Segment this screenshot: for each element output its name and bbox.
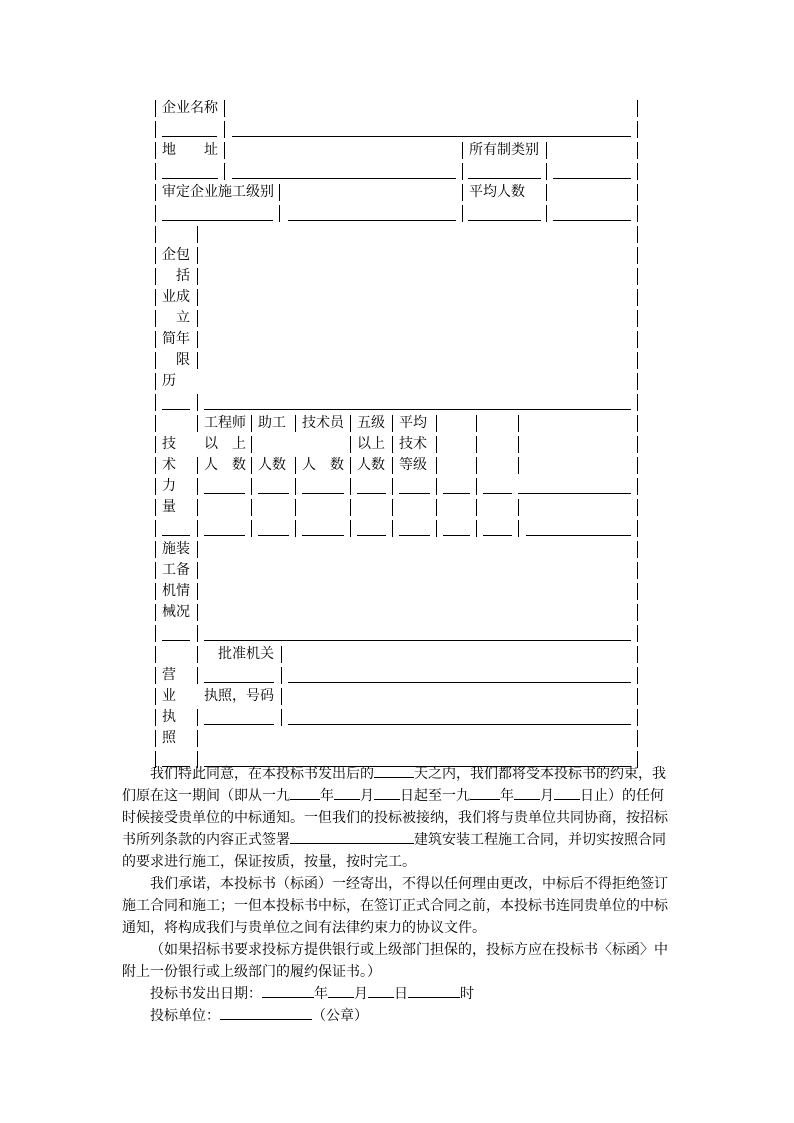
cell-border <box>197 730 198 747</box>
form-row <box>0 98 794 119</box>
p1-a: 我们特此同意，在本投标书发出后的 <box>150 766 374 782</box>
field-label: 技术员 <box>302 415 344 431</box>
form-row <box>0 476 794 497</box>
field-label: 批准机关 <box>218 646 274 662</box>
cell-border <box>197 625 198 642</box>
form-row <box>0 287 794 308</box>
field-label: 术 <box>162 457 176 473</box>
days-blank[interactable] <box>374 763 414 778</box>
cell-border <box>546 205 547 222</box>
cell-border <box>155 478 156 495</box>
field-label: 地 址 <box>162 142 218 158</box>
cell-border <box>476 478 477 495</box>
cell-border <box>637 226 638 243</box>
cell-border <box>155 226 156 243</box>
fill-in-blank[interactable] <box>204 493 245 494</box>
cell-border <box>155 562 156 579</box>
unit-name-blank[interactable] <box>220 1005 312 1020</box>
cell-border <box>155 499 156 516</box>
date-year-label: 年 <box>314 986 328 1002</box>
cell-border <box>155 184 156 201</box>
cell-border <box>637 100 638 117</box>
form-row <box>0 266 794 287</box>
date-year-blank[interactable] <box>262 983 314 998</box>
cell-border <box>155 247 156 264</box>
fill-in-blank[interactable] <box>553 178 631 179</box>
fill-in-blank[interactable] <box>399 535 430 536</box>
p1-b: 天之内，我们都将受本投标书的约束，我们原在这一期间（即从一九 <box>122 766 666 804</box>
cell-border <box>518 436 519 453</box>
cell-border <box>197 604 198 621</box>
date-day-label: 日 <box>394 986 408 1002</box>
fill-in-blank[interactable] <box>357 535 386 536</box>
field-label: 括 <box>176 268 190 284</box>
fill-in-blank[interactable] <box>204 535 245 536</box>
field-label: 限 <box>176 352 190 368</box>
cell-border <box>637 688 638 705</box>
field-label: 所有制类别 <box>469 142 539 158</box>
p1-i: 建筑安装工程施工合同，并切实按照合同的要求进行施工，保证按质，按量，按时完工。 <box>122 832 666 870</box>
start-year-blank[interactable] <box>290 785 320 800</box>
cell-border <box>197 310 198 327</box>
cell-border <box>155 646 156 663</box>
field-label: 力 <box>162 478 176 494</box>
date-day-blank[interactable] <box>368 983 394 998</box>
cell-border <box>637 121 638 138</box>
date-month-label: 月 <box>354 986 368 1002</box>
cell-border <box>436 457 437 474</box>
form-row <box>0 623 794 644</box>
field-label: 执照，号码 <box>204 688 274 704</box>
fill-in-blank[interactable] <box>302 535 344 536</box>
form-row <box>0 602 794 623</box>
field-label: 业成 <box>162 289 190 305</box>
form-row <box>0 392 794 413</box>
cell-border <box>251 520 252 537</box>
fill-in-blank[interactable] <box>443 535 470 536</box>
cell-border <box>637 520 638 537</box>
form-row <box>0 518 794 539</box>
cell-border <box>637 163 638 180</box>
form-row <box>0 203 794 224</box>
cell-border <box>637 205 638 222</box>
form-row <box>0 560 794 581</box>
field-label: 机情 <box>162 583 190 599</box>
cell-border <box>251 499 252 516</box>
cell-border <box>197 520 198 537</box>
fill-in-blank[interactable] <box>518 493 631 494</box>
cell-border <box>637 352 638 369</box>
cell-border <box>197 499 198 516</box>
fill-in-blank[interactable] <box>399 493 430 494</box>
cell-border <box>155 100 156 117</box>
cell-border <box>546 163 547 180</box>
cell-border <box>392 478 393 495</box>
form-row <box>0 539 794 560</box>
cell-border <box>392 520 393 537</box>
field-label: 五级 <box>357 415 385 431</box>
field-label: 械况 <box>162 604 190 620</box>
cell-border <box>546 142 547 159</box>
cell-border <box>155 625 156 642</box>
form-row <box>0 686 794 707</box>
cell-border <box>637 289 638 306</box>
cell-border <box>637 667 638 684</box>
cell-border <box>197 646 198 663</box>
fill-in-blank[interactable] <box>483 535 512 536</box>
cell-border <box>436 499 437 516</box>
field-label: 审定企业施工级别 <box>162 184 274 200</box>
cell-border <box>197 289 198 306</box>
cell-border <box>281 688 282 705</box>
cell-border <box>155 688 156 705</box>
cell-border <box>155 520 156 537</box>
cell-border <box>392 499 393 516</box>
cell-border <box>155 457 156 474</box>
fill-in-blank[interactable] <box>162 535 190 536</box>
cell-border <box>436 436 437 453</box>
cell-border <box>637 436 638 453</box>
cell-border <box>197 268 198 285</box>
cell-border <box>518 520 519 537</box>
tender-body-text <box>122 763 674 1027</box>
cell-border <box>197 583 198 600</box>
cell-border <box>155 583 156 600</box>
form-row <box>0 497 794 518</box>
cell-border <box>637 646 638 663</box>
cell-border <box>462 142 463 159</box>
fill-in-blank[interactable] <box>468 178 541 179</box>
field-label: 工备 <box>162 562 190 578</box>
fill-in-blank[interactable] <box>258 493 289 494</box>
form-row <box>0 161 794 182</box>
date-hour-label: 时 <box>460 986 474 1002</box>
start-day-blank[interactable] <box>374 785 400 800</box>
cell-border <box>155 394 156 411</box>
field-label: 以 上 <box>204 436 246 452</box>
form-row <box>0 434 794 455</box>
form-row <box>0 140 794 161</box>
fill-in-blank[interactable] <box>553 220 631 221</box>
cell-border <box>350 520 351 537</box>
cell-border <box>251 415 252 432</box>
cell-border <box>637 310 638 327</box>
cell-border <box>155 352 156 369</box>
field-label: 企业名称 <box>162 100 218 116</box>
form-row <box>0 413 794 434</box>
field-label: 平均 <box>399 415 427 431</box>
cell-border <box>518 499 519 516</box>
cell-border <box>637 499 638 516</box>
cell-border <box>155 121 156 138</box>
fill-in-blank[interactable] <box>162 220 273 221</box>
form-row <box>0 350 794 371</box>
cell-border <box>637 625 638 642</box>
cell-border <box>637 268 638 285</box>
cell-border <box>637 373 638 390</box>
form-row <box>0 182 794 203</box>
form-row <box>0 665 794 686</box>
field-label: 企包 <box>162 247 190 263</box>
fill-in-blank[interactable] <box>232 136 631 137</box>
fill-in-blank[interactable] <box>526 535 631 536</box>
form-row <box>0 728 794 749</box>
cell-border <box>436 478 437 495</box>
cell-border <box>155 373 156 390</box>
cell-border <box>197 667 198 684</box>
p1-c: 年 <box>320 788 334 804</box>
field-label: 历 <box>162 373 176 389</box>
cell-border <box>637 541 638 558</box>
cell-border <box>637 457 638 474</box>
fill-in-blank[interactable] <box>258 535 289 536</box>
cell-border <box>155 310 156 327</box>
cell-border <box>155 415 156 432</box>
cell-border <box>155 541 156 558</box>
field-label: 人 数 <box>204 457 246 473</box>
fill-in-blank[interactable] <box>357 493 386 494</box>
cell-border <box>476 436 477 453</box>
commitment-paragraph: 我们承诺，本投标书（标函）一经寄出，不得以任何理由更改，中标后不得拒绝签订施工合同和施工；一但本投标书中标，在签订正式合同之前，本投标书连同贵单位的中标通知，将构成我们与贵单位之间有法律约束力的协议文件。 <box>122 876 668 936</box>
fill-in-blank[interactable] <box>204 724 274 725</box>
form-row <box>0 119 794 140</box>
cell-border <box>281 667 282 684</box>
bidder-unit-line <box>122 1005 674 1027</box>
cell-border <box>295 415 296 432</box>
cell-border <box>155 205 156 222</box>
guarantee-paragraph: （如果招标书要求投标方提供银行或上级部门担保的，投标方应在投标书〈标函〉中附上一份银行或上级部门的履约保证书。） <box>122 942 668 980</box>
cell-border <box>197 478 198 495</box>
field-label: 人数 <box>357 457 385 473</box>
p1-e: 日起至一九 <box>400 788 470 804</box>
cell-border <box>281 646 282 663</box>
fill-in-blank[interactable] <box>162 640 190 641</box>
cell-border <box>281 709 282 726</box>
fill-in-blank[interactable] <box>288 724 631 725</box>
cell-border <box>155 289 156 306</box>
cell-border <box>476 520 477 537</box>
cell-border <box>637 184 638 201</box>
fill-in-blank[interactable] <box>288 682 631 683</box>
seal-label: （公章） <box>312 1008 368 1024</box>
cell-border <box>637 730 638 747</box>
field-label: 照 <box>162 730 176 746</box>
cell-border <box>637 709 638 726</box>
cell-border <box>295 457 296 474</box>
p1-g: 月 <box>540 788 554 804</box>
field-label: 技术 <box>399 436 427 452</box>
field-label: 业 <box>162 688 176 704</box>
end-year-blank[interactable] <box>470 785 500 800</box>
cell-border <box>251 478 252 495</box>
form-row <box>0 707 794 728</box>
cell-border <box>197 226 198 243</box>
cell-border <box>392 457 393 474</box>
fill-in-blank[interactable] <box>162 178 218 179</box>
cell-border <box>279 205 280 222</box>
cell-border <box>436 520 437 537</box>
date-month-blank[interactable] <box>328 983 354 998</box>
cell-border <box>350 436 351 453</box>
fill-in-blank[interactable] <box>302 493 344 494</box>
field-label: 量 <box>162 499 176 515</box>
cell-border <box>462 205 463 222</box>
field-label: 立 <box>176 310 190 326</box>
cell-border <box>295 499 296 516</box>
cell-border <box>295 520 296 537</box>
cell-border <box>462 163 463 180</box>
cell-border <box>155 268 156 285</box>
fill-in-blank[interactable] <box>288 220 456 221</box>
field-label: 平均人数 <box>469 184 525 200</box>
cell-border <box>637 394 638 411</box>
field-label: 等级 <box>399 457 427 473</box>
cell-border <box>637 415 638 432</box>
field-label: 人 数 <box>302 457 344 473</box>
cell-border <box>350 478 351 495</box>
form-row <box>0 371 794 392</box>
cell-border <box>637 142 638 159</box>
cell-border <box>637 331 638 348</box>
form-row <box>0 581 794 602</box>
cell-border <box>251 436 252 453</box>
field-label: 执 <box>162 709 176 725</box>
cell-border <box>155 709 156 726</box>
fill-in-blank[interactable] <box>162 409 190 410</box>
fill-in-blank[interactable] <box>204 409 631 410</box>
cell-border <box>476 499 477 516</box>
field-label: 施装 <box>162 541 190 557</box>
fill-in-blank[interactable] <box>162 136 217 137</box>
fill-in-blank[interactable] <box>443 493 470 494</box>
cell-border <box>224 100 225 117</box>
cell-border <box>197 709 198 726</box>
issue-date-line <box>122 983 674 1005</box>
end-day-blank[interactable] <box>554 785 580 800</box>
fill-in-blank[interactable] <box>468 220 541 221</box>
cell-border <box>197 541 198 558</box>
form-row <box>0 245 794 266</box>
cell-border <box>518 415 519 432</box>
cell-border <box>637 562 638 579</box>
form-row <box>0 308 794 329</box>
form-row <box>0 329 794 350</box>
cell-border <box>637 247 638 264</box>
field-label: 简年 <box>162 331 190 347</box>
start-month-blank[interactable] <box>334 785 360 800</box>
cell-border <box>637 604 638 621</box>
cell-border <box>197 247 198 264</box>
fill-in-blank[interactable] <box>204 682 274 683</box>
p1-h: 日止）的任何时候接受贵单位的中标通知。一但我们的投标被接纳，我们将与贵单位共同协商，按招标书所列条款的内容正式签署 <box>122 788 668 848</box>
fill-in-blank[interactable] <box>483 493 512 494</box>
form-row <box>0 455 794 476</box>
cell-border <box>224 121 225 138</box>
cell-border <box>197 562 198 579</box>
cell-border <box>436 415 437 432</box>
cell-border <box>197 352 198 369</box>
unit-label: 投标单位： <box>150 1008 220 1024</box>
cell-border <box>637 583 638 600</box>
field-label: 以上 <box>357 436 385 452</box>
cell-border <box>279 184 280 201</box>
cell-border <box>224 142 225 159</box>
cell-border <box>155 730 156 747</box>
cell-border <box>197 331 198 348</box>
cell-border <box>155 667 156 684</box>
cell-border <box>224 163 225 180</box>
cell-border <box>197 394 198 411</box>
cell-border <box>637 478 638 495</box>
date-hour-blank[interactable] <box>408 983 460 998</box>
field-label: 助工 <box>258 415 286 431</box>
cell-border <box>476 457 477 474</box>
cell-border <box>155 331 156 348</box>
agreement-paragraph <box>122 763 674 873</box>
cell-border <box>295 478 296 495</box>
cell-border <box>155 163 156 180</box>
cell-border <box>392 415 393 432</box>
cell-border <box>197 457 198 474</box>
fill-in-blank[interactable] <box>204 640 631 641</box>
fill-in-blank[interactable] <box>232 178 456 179</box>
cell-border <box>546 184 547 201</box>
cell-border <box>251 457 252 474</box>
cell-border <box>350 499 351 516</box>
form-row <box>0 224 794 245</box>
field-label: 营 <box>162 667 176 683</box>
field-label: 人数 <box>258 457 286 473</box>
cell-border <box>155 436 156 453</box>
cell-border <box>462 184 463 201</box>
date-label: 投标书发出日期： <box>150 986 262 1002</box>
field-label: 工程师 <box>204 415 246 431</box>
cell-border <box>518 457 519 474</box>
cell-border <box>476 415 477 432</box>
cell-border <box>392 436 393 453</box>
form-row <box>0 644 794 665</box>
cell-border <box>197 415 198 432</box>
cell-border <box>155 604 156 621</box>
cell-border <box>350 457 351 474</box>
p1-d: 月 <box>360 788 374 804</box>
cell-border <box>155 142 156 159</box>
contract-name-blank[interactable] <box>290 829 414 844</box>
field-label: 技 <box>162 436 176 452</box>
cell-border <box>350 415 351 432</box>
end-month-blank[interactable] <box>514 785 540 800</box>
p1-f: 年 <box>500 788 514 804</box>
